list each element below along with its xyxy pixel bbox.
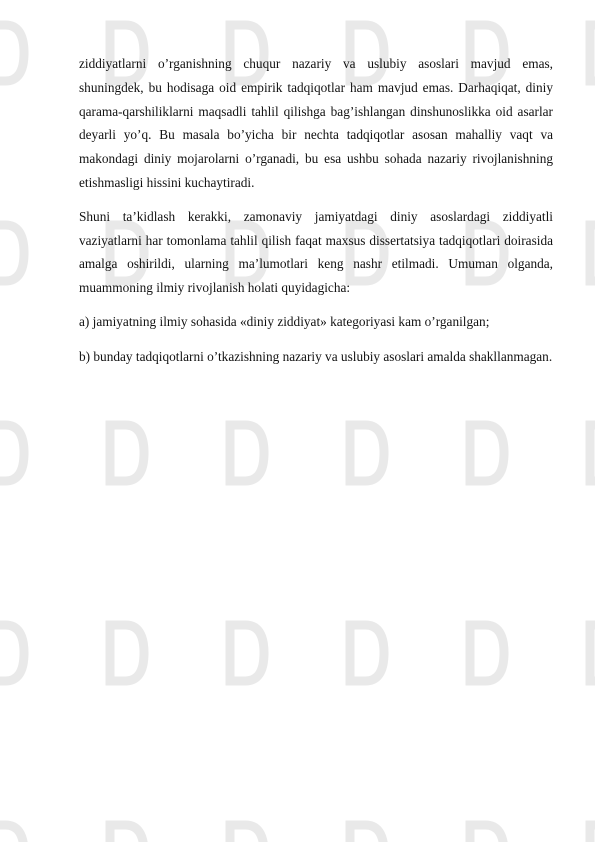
watermark-letter-icon (470, 625, 504, 681)
list-item-b: b) bunday tadqiqotlarni o’tkazishning nazariy va uslubiy asoslari amalda shakllanmagan. (79, 348, 553, 364)
watermark-letter-icon (350, 825, 384, 842)
watermark-letter-icon (350, 425, 384, 481)
watermark-letter-icon (110, 825, 144, 842)
watermark-letter-icon (470, 825, 504, 842)
watermark-letter-icon (590, 225, 595, 281)
watermark-letter-icon (590, 825, 595, 842)
document-page (79, 52, 553, 380)
list-item-a: a) jamiyatning ilmiy sohasida «diniy ziddiyat» kategoriyasi kam o’rganilgan; (79, 313, 490, 329)
paragraph-emphasis: Shuni ta’kidlash kerakki, zamonaviy jamiyatdagi diniy asoslardagi ziddiyatli vaziyatlarni har tomonlama tahlil qilish faqat maxsus dissertatsiya tadqiqotlari doirasida amalga oshirildi, ularning ma’lumotlari keng nashr etilmadi. Umuman olganda, muammoning ilmiy rivojlanish holati quyidagicha: (79, 208, 553, 296)
watermark-letter-icon (590, 425, 595, 481)
paragraph-intro: ziddiyatlarni o’rganishning chuqur nazariy va uslubiy asoslari mavjud emas, shuningdek, bu hodisaga oid empirik tadqiqotlar ham mavjud emas. Darhaqiqat, diniy qarama-qarshiliklarni maqsadli tahlil qilishga bag’ishlangan dinshunoslikka oid asarlar deyarli yo’q. Bu masala bo’yicha bir nechta tadqiqotlar asosan mahalliy vaqt va makondagi diniy mojarolarni o’rganadi, bu esa ushbu sohada nazariy rivojlanishning etishmasligi hissini kuchaytiradi. (79, 56, 553, 190)
watermark-letter-icon (0, 425, 24, 481)
watermark-letter-icon (230, 425, 264, 481)
watermark-letter-icon (590, 25, 595, 81)
watermark-letter-icon (350, 625, 384, 681)
watermark-letter-icon (230, 825, 264, 842)
watermark-letter-icon (470, 425, 504, 481)
watermark-letter-icon (0, 625, 24, 681)
watermark-letter-icon (0, 825, 24, 842)
watermark-letter-icon (0, 25, 24, 81)
watermark-letter-icon (110, 625, 144, 681)
watermark-letter-icon (0, 225, 24, 281)
watermark-letter-icon (230, 625, 264, 681)
watermark-letter-icon (110, 425, 144, 481)
watermark-letter-icon (590, 625, 595, 681)
